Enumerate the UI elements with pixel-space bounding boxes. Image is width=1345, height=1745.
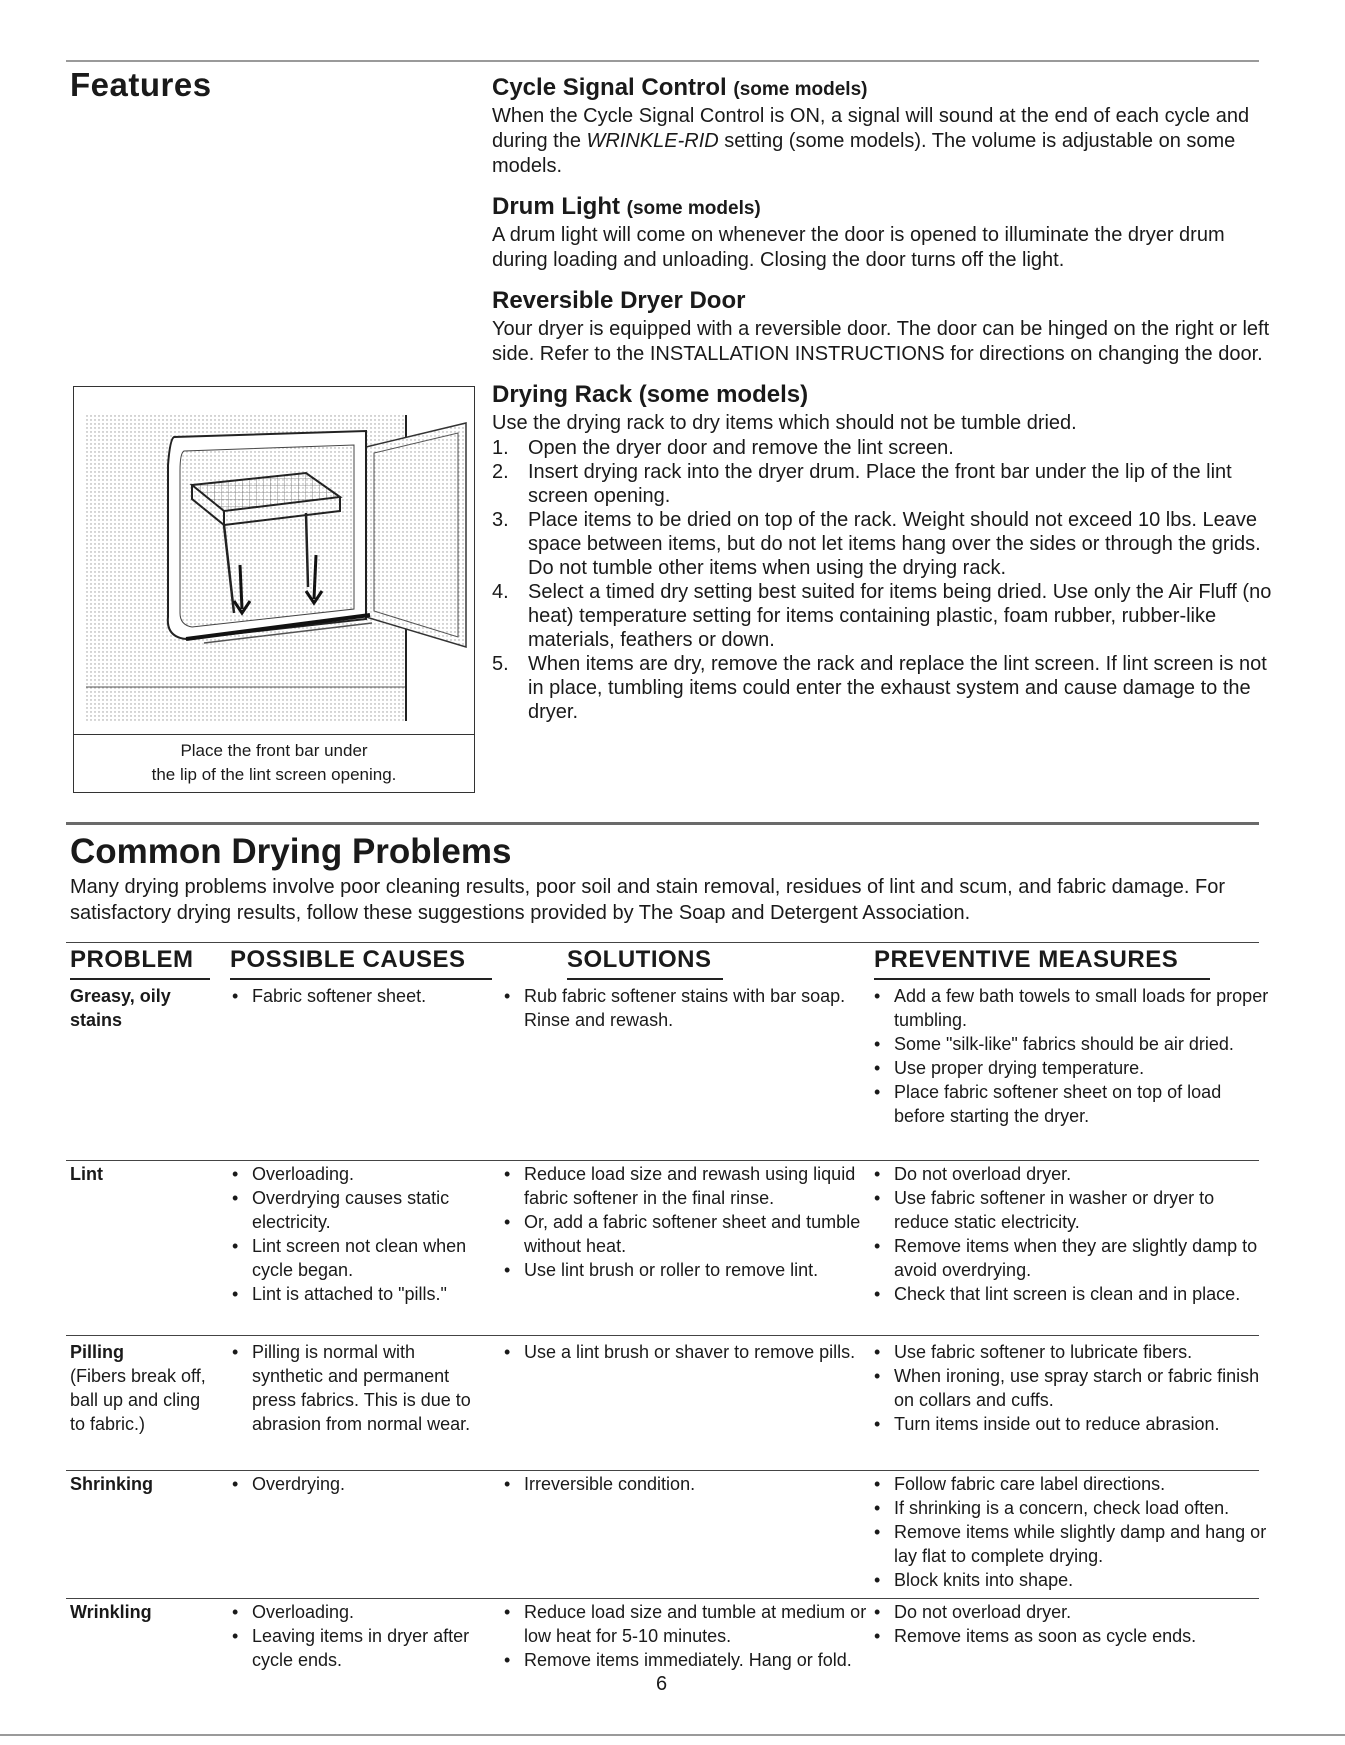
dryer-rack-illustration: [74, 387, 474, 734]
list-item: • Do not overload dryer.: [870, 1162, 1270, 1186]
list-item: • Or, add a fabric softener sheet and tumble without heat.: [500, 1210, 870, 1258]
list-item: • Irreversible condition.: [500, 1472, 870, 1496]
reversible-door-heading: Reversible Dryer Door: [492, 287, 746, 314]
feature-drying-rack: [492, 381, 1272, 724]
rack-step: 1. Open the dryer door and remove the lint screen.: [492, 437, 954, 459]
solutions-cell: [500, 984, 870, 1032]
list-item: • Use proper drying temperature.: [870, 1056, 1270, 1080]
list-item: • Overdrying.: [228, 1472, 483, 1496]
list-item: • Overloading.: [228, 1162, 483, 1186]
header-causes: POSSIBLE CAUSES: [230, 946, 466, 973]
list-item: • Lint screen not clean when cycle began.: [228, 1234, 483, 1282]
list-item: • Check that lint screen is clean and in place.: [870, 1282, 1270, 1306]
list-item: • Do not overload dryer.: [870, 1600, 1270, 1624]
header-preventive: PREVENTIVE MEASURES: [874, 946, 1179, 973]
list-item: • Use a lint brush or shaver to remove pills.: [500, 1340, 870, 1364]
drum-light-body: A drum light will come on whenever the door is opened to illuminate the dryer drum during loading and unloading. Closing the door turns off the light.: [492, 224, 1225, 271]
list-item: • Place fabric softener sheet on top of load before starting the dryer.: [870, 1080, 1270, 1128]
list-item: • Overdrying causes static electricity.: [228, 1186, 483, 1234]
rack-step: 2. Insert drying rack into the dryer drum. Place the front bar under the lip of the lint screen opening.: [492, 461, 1232, 507]
row-divider: [66, 1470, 1259, 1471]
figure-caption: Place the front bar under the lip of the lint screen opening.: [74, 734, 474, 792]
causes-cell: [228, 1600, 483, 1672]
list-item: • Follow fabric care label directions.: [870, 1472, 1270, 1496]
list-item: • Reduce load size and rewash using liquid fabric softener in the final rinse.: [500, 1162, 870, 1210]
header-underline: [874, 978, 1210, 980]
feature-drum-light: [492, 193, 1272, 273]
list-item: • Turn items inside out to reduce abrasion.: [870, 1412, 1270, 1436]
header-underline: [230, 978, 492, 980]
problem-cell: Lint: [70, 1164, 103, 1184]
rack-step: 4. Select a timed dry setting best suited for items being dried. Use only the Air Fluff (no heat) temperature setting for items containing plastic, foam rubber, rubber-like materials, feathers or down.: [492, 581, 1272, 651]
list-item: • Leaving items in dryer after cycle ends.: [228, 1624, 483, 1672]
wrinkle-rid-term: WRINKLE-RID: [586, 130, 719, 152]
causes-cell: [228, 984, 483, 1008]
list-item: • If shrinking is a concern, check load often.: [870, 1496, 1270, 1520]
drum-light-heading: Drum Light (some models): [492, 193, 761, 220]
cycle-signal-note: (some models): [733, 79, 868, 100]
solutions-cell: [500, 1162, 870, 1282]
header-problem: PROBLEM: [70, 946, 194, 973]
causes-cell: [228, 1162, 483, 1306]
feature-cycle-signal: [492, 74, 1272, 179]
list-item: • Remove items as soon as cycle ends.: [870, 1624, 1270, 1648]
list-item: • Pilling is normal with synthetic and permanent press fabrics. This is due to abrasion from normal wear.: [228, 1340, 483, 1436]
header-underline: [567, 978, 723, 980]
problem-detail: (Fibers break off, ball up and cling to fabric.): [70, 1366, 206, 1434]
header-solutions: SOLUTIONS: [567, 946, 712, 973]
list-item: • Fabric softener sheet.: [228, 984, 483, 1008]
bottom-rule: [0, 1734, 1345, 1736]
preventive-cell: [870, 1340, 1270, 1436]
drying-rack-figure: [73, 386, 475, 793]
solutions-cell: [500, 1472, 870, 1496]
causes-cell: [228, 1472, 483, 1496]
table-top-rule: [66, 942, 1259, 943]
rack-step: 3. Place items to be dried on top of the rack. Weight should not exceed 10 lbs. Leave space between items, but do not let items hang over the sides or through the grids. Do not tumble other items when using the drying rack.: [492, 509, 1261, 579]
drying-rack-intro: Use the drying rack to dry items which should not be tumble dried.: [492, 412, 1077, 434]
drying-rack-steps: [492, 436, 1272, 724]
list-item: • Reduce load size and tumble at medium or low heat for 5-10 minutes.: [500, 1600, 870, 1648]
features-title: Features: [70, 66, 212, 103]
list-item: • Add a few bath towels to small loads for proper tumbling.: [870, 984, 1270, 1032]
list-item: • Remove items when they are slightly damp to avoid overdrying.: [870, 1234, 1270, 1282]
list-item: • Overloading.: [228, 1600, 483, 1624]
preventive-cell: [870, 984, 1270, 1128]
section-divider: [66, 822, 1259, 825]
problem-cell: Wrinkling: [70, 1602, 152, 1622]
problem-cell: Pilling (Fibers break off, ball up and cling to fabric.): [70, 1340, 220, 1436]
preventive-cell: [870, 1472, 1270, 1592]
row-divider: [66, 1335, 1259, 1336]
problems-title: Common Drying Problems: [70, 832, 512, 871]
reversible-door-body: Your dryer is equipped with a reversible door. The door can be hinged on the right or left side. Refer to the INSTALLATION INSTRUCTIONS for directions on changing the door.: [492, 318, 1270, 365]
cycle-signal-body: When the Cycle Signal Control is ON, a signal will sound at the end of each cycle and during the WRINKLE-RID setting (some models). The volume is adjustable on some models.: [492, 105, 1250, 177]
row-divider: [66, 1160, 1259, 1161]
list-item: • Rub fabric softener stains with bar soap. Rinse and rewash.: [500, 984, 870, 1032]
top-rule: [66, 60, 1259, 62]
problem-cell: Shrinking: [70, 1474, 154, 1494]
problems-intro: Many drying problems involve poor cleaning results, poor soil and stain removal, residues of lint and scum, and fabric damage. For satisfactory drying results, follow these suggestions provided by The Soap and Detergent Association.: [70, 876, 1226, 924]
preventive-cell: [870, 1600, 1270, 1648]
causes-cell: [228, 1340, 483, 1436]
list-item: • Use lint brush or roller to remove lint.: [500, 1258, 870, 1282]
solutions-cell: [500, 1340, 870, 1364]
feature-reversible-door: [492, 287, 1272, 367]
problem-cell: Greasy, oily stains: [70, 986, 171, 1030]
header-underline: [70, 978, 210, 980]
list-item: • Lint is attached to "pills.": [228, 1282, 483, 1306]
list-item: • Use fabric softener to lubricate fibers.: [870, 1340, 1270, 1364]
list-item: • Block knits into shape.: [870, 1568, 1270, 1592]
list-item: • When ironing, use spray starch or fabric finish on collars and cuffs.: [870, 1364, 1270, 1412]
list-item: • Remove items while slightly damp and hang or lay flat to complete drying.: [870, 1520, 1270, 1568]
list-item: • Remove items immediately. Hang or fold.: [500, 1648, 870, 1672]
list-item: • Some "silk-like" fabrics should be air dried.: [870, 1032, 1270, 1056]
drying-rack-heading: Drying Rack (some models): [492, 381, 809, 408]
features-column: [492, 74, 1272, 738]
preventive-cell: [870, 1162, 1270, 1306]
cycle-signal-heading: Cycle Signal Control (some models): [492, 74, 868, 101]
solutions-cell: [500, 1600, 870, 1672]
drum-light-note: (some models): [626, 198, 761, 219]
list-item: • Use fabric softener in washer or dryer to reduce static electricity.: [870, 1186, 1270, 1234]
rack-step: 5. When items are dry, remove the rack and replace the lint screen. If lint screen is not in place, tumbling items could enter the exhaust system and cause damage to the dryer.: [492, 653, 1267, 723]
page-number: 6: [656, 1673, 668, 1695]
row-divider: [66, 1598, 1259, 1599]
